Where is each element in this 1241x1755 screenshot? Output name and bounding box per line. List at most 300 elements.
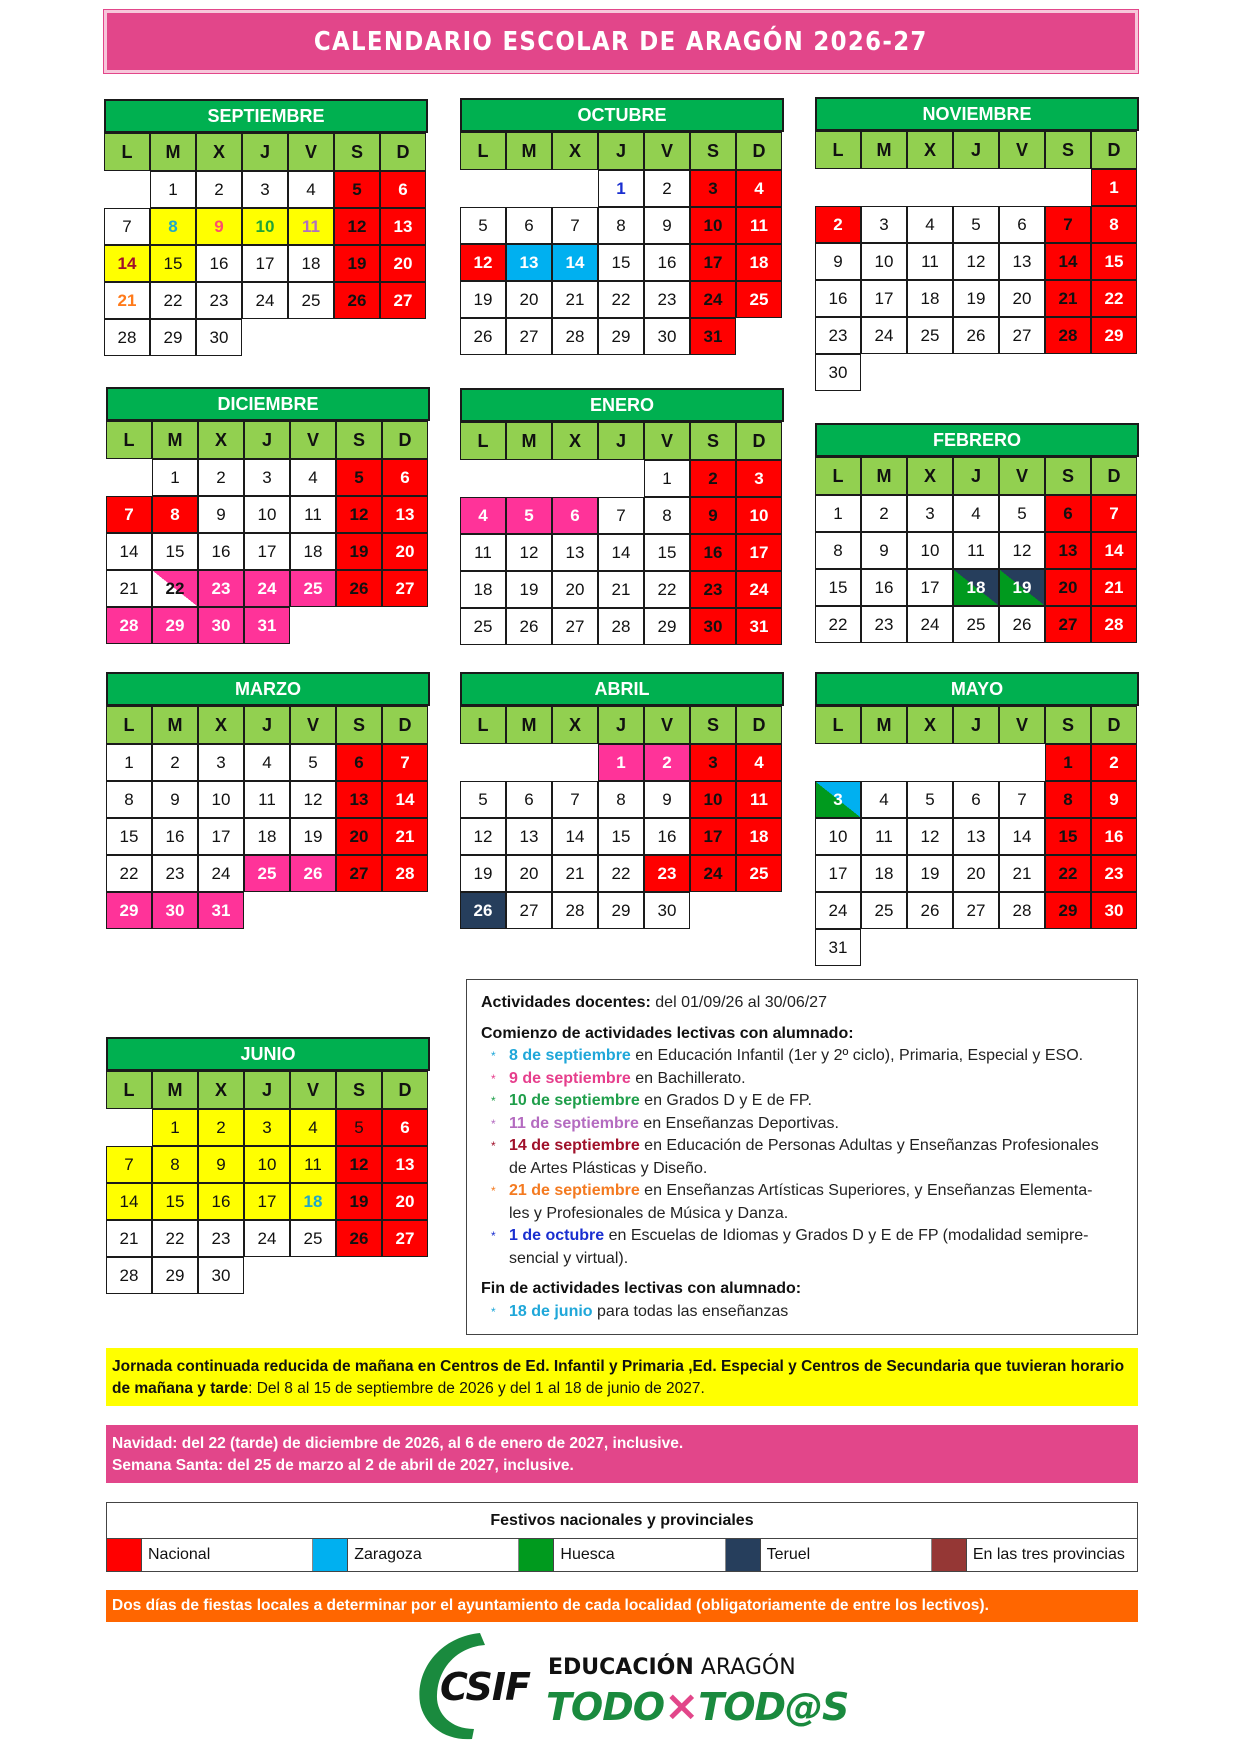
day-cell: 27 — [953, 892, 999, 929]
day-cell: 17 — [815, 855, 861, 892]
weekday-header: L — [460, 706, 506, 744]
day-cell: 5 — [336, 1109, 382, 1146]
day-cell: 30 — [152, 892, 198, 929]
day-cell: 10 — [815, 818, 861, 855]
day-cell: 14 — [598, 534, 644, 571]
month-junio — [106, 1037, 430, 1294]
day-cell: 13 — [552, 534, 598, 571]
day-cell: 5 — [506, 497, 552, 534]
month-enero — [460, 388, 784, 645]
day-cell: 6 — [382, 1109, 428, 1146]
day-cell: 20 — [380, 245, 426, 282]
empty-cell — [506, 744, 552, 781]
day-cell: 24 — [815, 892, 861, 929]
day-cell: 16 — [644, 244, 690, 281]
day-cell: 24 — [736, 571, 782, 608]
day-cell: 1 — [1091, 169, 1137, 206]
weekday-header: S — [1045, 457, 1091, 495]
day-cell: 22 — [598, 281, 644, 318]
day-cell: 18 — [953, 569, 999, 606]
day-cell: 3 — [861, 206, 907, 243]
day-cell: 19 — [460, 855, 506, 892]
day-cell: 25 — [736, 855, 782, 892]
day-cell: 16 — [861, 569, 907, 606]
day-cell: 5 — [999, 495, 1045, 532]
day-cell: 15 — [815, 569, 861, 606]
day-cell: 4 — [244, 744, 290, 781]
day-cell: 21 — [104, 282, 150, 319]
month-diciembre — [106, 387, 430, 644]
empty-cell — [815, 744, 861, 781]
start-description: en Escuelas de Idiomas y Grados D y E de FP (modalidad semipre- — [604, 1227, 1089, 1244]
day-cell: 7 — [1045, 206, 1091, 243]
day-cell: 10 — [907, 532, 953, 569]
day-cell: 27 — [382, 1220, 428, 1257]
day-cell: 24 — [690, 281, 736, 318]
month-grid — [815, 131, 1139, 391]
weekday-header: L — [104, 133, 150, 171]
day-cell: 18 — [290, 533, 336, 570]
weekday-header: X — [907, 457, 953, 495]
day-cell: 25 — [907, 317, 953, 354]
day-cell: 6 — [953, 781, 999, 818]
weekday-header: V — [999, 131, 1045, 169]
fiestas-locales-note: Dos días de fiestas locales a determinar por el ayuntamiento de cada localidad (obligatoriamente de entre los lectivos). — [106, 1590, 1138, 1622]
weekday-header: S — [1045, 706, 1091, 744]
legend-label: Teruel — [766, 1546, 811, 1563]
day-cell: 20 — [953, 855, 999, 892]
day-cell: 13 — [953, 818, 999, 855]
vacaciones-note — [106, 1425, 1138, 1483]
day-cell: 28 — [552, 318, 598, 355]
empty-cell — [552, 460, 598, 497]
weekday-header: M — [506, 132, 552, 170]
day-cell: 15 — [152, 1183, 198, 1220]
month-grid — [815, 706, 1139, 966]
weekday-header: M — [506, 422, 552, 460]
day-cell: 29 — [152, 607, 198, 644]
day-cell: 15 — [150, 245, 196, 282]
day-cell: 9 — [644, 207, 690, 244]
day-cell: 30 — [198, 607, 244, 644]
color-swatch-icon — [932, 1539, 967, 1571]
day-cell: 7 — [382, 744, 428, 781]
empty-cell — [506, 460, 552, 497]
day-cell: 30 — [690, 608, 736, 645]
day-cell: 13 — [382, 1146, 428, 1183]
month-title: ENERO — [460, 388, 784, 422]
month-grid — [815, 457, 1139, 643]
day-cell: 29 — [152, 1257, 198, 1294]
day-cell: 24 — [244, 570, 290, 607]
color-swatch-icon — [519, 1539, 554, 1571]
empty-cell — [460, 460, 506, 497]
day-cell: 18 — [288, 245, 334, 282]
info-list-item — [481, 1068, 1123, 1091]
day-cell: 1 — [644, 460, 690, 497]
info-list-item — [481, 1301, 1123, 1324]
day-cell: 1 — [815, 495, 861, 532]
bullet-icon: * — [491, 1116, 496, 1131]
start-description: en Educación de Personas Adultas y Enseñanzas Profesionales — [639, 1137, 1099, 1154]
day-cell: 22 — [815, 606, 861, 643]
day-cell: 22 — [150, 282, 196, 319]
day-cell: 20 — [382, 533, 428, 570]
day-cell: 26 — [506, 608, 552, 645]
day-cell: 29 — [1045, 892, 1091, 929]
day-cell: 10 — [244, 496, 290, 533]
month-septiembre — [104, 99, 428, 356]
day-cell: 22 — [152, 570, 198, 607]
start-description: en Educación Infantil (1er y 2º ciclo), Primaria, Especial y ESO. — [630, 1047, 1084, 1064]
day-cell: 16 — [690, 534, 736, 571]
day-cell: 13 — [506, 818, 552, 855]
start-date: 1 de octubre — [509, 1227, 605, 1244]
weekday-header: M — [150, 133, 196, 171]
day-cell: 12 — [999, 532, 1045, 569]
day-cell: 5 — [460, 781, 506, 818]
weekday-header: L — [106, 1071, 152, 1109]
weekday-header: M — [861, 131, 907, 169]
day-cell: 31 — [198, 892, 244, 929]
page-title: CALENDARIO ESCOLAR DE ARAGÓN 2026-27 — [314, 26, 928, 57]
empty-cell — [907, 169, 953, 206]
day-cell: 9 — [198, 496, 244, 533]
month-grid — [104, 133, 428, 356]
day-cell: 11 — [861, 818, 907, 855]
month-grid — [460, 132, 784, 355]
day-cell: 15 — [598, 818, 644, 855]
weekday-header: X — [198, 706, 244, 744]
day-cell: 15 — [1045, 818, 1091, 855]
day-cell: 17 — [244, 533, 290, 570]
day-cell: 6 — [999, 206, 1045, 243]
weekday-header: D — [382, 421, 428, 459]
day-cell: 27 — [506, 892, 552, 929]
day-cell: 15 — [598, 244, 644, 281]
day-cell: 4 — [953, 495, 999, 532]
month-title: ABRIL — [460, 672, 784, 706]
day-cell: 31 — [690, 318, 736, 355]
day-cell: 17 — [690, 244, 736, 281]
day-cell: 12 — [460, 244, 506, 281]
day-cell: 19 — [999, 569, 1045, 606]
day-cell: 23 — [690, 571, 736, 608]
color-swatch-icon — [107, 1539, 142, 1571]
day-cell: 11 — [244, 781, 290, 818]
day-cell: 7 — [104, 208, 150, 245]
day-cell: 30 — [644, 892, 690, 929]
day-cell: 27 — [506, 318, 552, 355]
day-cell: 19 — [953, 280, 999, 317]
csif-brand: CSIF — [440, 1665, 530, 1709]
legend-label: En las tres provincias — [972, 1546, 1125, 1563]
weekday-header: D — [736, 422, 782, 460]
day-cell: 6 — [552, 497, 598, 534]
weekday-header: D — [736, 706, 782, 744]
day-cell: 8 — [150, 208, 196, 245]
month-grid — [460, 422, 784, 645]
educacion-aragon — [548, 1655, 796, 1680]
day-cell: 6 — [382, 459, 428, 496]
day-cell: 2 — [1091, 744, 1137, 781]
day-cell: 3 — [690, 744, 736, 781]
day-cell: 14 — [106, 1183, 152, 1220]
day-cell: 2 — [815, 206, 861, 243]
day-cell: 18 — [736, 244, 782, 281]
info-list-continuation: sencial y virtual). — [509, 1249, 629, 1267]
day-cell: 28 — [104, 319, 150, 356]
start-date: 9 de septiembre — [509, 1069, 631, 1087]
month-title: MAYO — [815, 672, 1139, 706]
day-cell: 7 — [106, 1146, 152, 1183]
day-cell: 17 — [907, 569, 953, 606]
start-description: en Grados D y E de FP. — [639, 1092, 812, 1109]
day-cell: 29 — [598, 318, 644, 355]
day-cell: 4 — [861, 781, 907, 818]
day-cell: 2 — [198, 1109, 244, 1146]
day-cell: 24 — [242, 282, 288, 319]
day-cell: 23 — [861, 606, 907, 643]
day-cell: 10 — [690, 207, 736, 244]
day-cell: 3 — [198, 744, 244, 781]
empty-cell — [552, 744, 598, 781]
weekday-header: V — [290, 421, 336, 459]
bullet-icon: * — [491, 1184, 496, 1198]
day-cell: 12 — [336, 496, 382, 533]
day-cell: 21 — [106, 570, 152, 607]
day-cell: 6 — [506, 207, 552, 244]
month-abril — [460, 672, 784, 929]
day-cell: 7 — [106, 496, 152, 533]
day-cell: 30 — [196, 319, 242, 356]
bullet-icon: * — [491, 1071, 496, 1086]
day-cell: 9 — [815, 243, 861, 280]
day-cell: 21 — [1091, 569, 1137, 606]
day-cell: 29 — [644, 608, 690, 645]
weekday-header: M — [861, 706, 907, 744]
day-cell: 24 — [198, 855, 244, 892]
weekday-header: J — [598, 132, 644, 170]
day-cell: 27 — [999, 317, 1045, 354]
legend-item — [107, 1539, 313, 1571]
day-cell: 18 — [290, 1183, 336, 1220]
weekday-header: M — [152, 706, 198, 744]
day-cell: 29 — [598, 892, 644, 929]
day-cell: 15 — [1091, 243, 1137, 280]
fin-label: Fin de actividades lectivas con alumnado: — [481, 1280, 802, 1297]
day-cell: 25 — [460, 608, 506, 645]
day-cell: 20 — [336, 818, 382, 855]
day-cell: 8 — [152, 1146, 198, 1183]
day-cell: 3 — [244, 1109, 290, 1146]
day-cell: 9 — [1091, 781, 1137, 818]
day-cell: 4 — [736, 170, 782, 207]
weekday-header: M — [152, 421, 198, 459]
day-cell: 28 — [1045, 317, 1091, 354]
day-cell: 8 — [644, 497, 690, 534]
weekday-header: S — [1045, 131, 1091, 169]
day-cell: 11 — [290, 496, 336, 533]
day-cell: 30 — [198, 1257, 244, 1294]
day-cell: 7 — [552, 207, 598, 244]
empty-cell — [1045, 169, 1091, 206]
day-cell: 19 — [907, 855, 953, 892]
day-cell: 26 — [336, 1220, 382, 1257]
day-cell: 14 — [552, 244, 598, 281]
start-date: 8 de septiembre — [509, 1047, 631, 1064]
day-cell: 23 — [198, 1220, 244, 1257]
day-cell: 31 — [244, 607, 290, 644]
day-cell: 5 — [953, 206, 999, 243]
day-cell: 20 — [552, 571, 598, 608]
day-cell: 10 — [244, 1146, 290, 1183]
day-cell: 12 — [907, 818, 953, 855]
weekday-header: S — [690, 422, 736, 460]
start-description: en Enseñanzas Deportivas. — [638, 1114, 839, 1132]
day-cell: 14 — [382, 781, 428, 818]
day-cell: 4 — [736, 744, 782, 781]
day-cell: 30 — [815, 354, 861, 391]
bullet-icon: * — [491, 1229, 496, 1243]
day-cell: 8 — [152, 496, 198, 533]
day-cell: 28 — [598, 608, 644, 645]
month-title: JUNIO — [106, 1037, 430, 1071]
weekday-header: D — [1091, 457, 1137, 495]
docentes-value: del 01/09/26 al 30/06/27 — [650, 994, 827, 1011]
day-cell: 16 — [152, 818, 198, 855]
day-cell: 3 — [736, 460, 782, 497]
day-cell: 25 — [244, 855, 290, 892]
day-cell: 8 — [106, 781, 152, 818]
day-cell: 5 — [334, 171, 380, 208]
day-cell: 11 — [736, 781, 782, 818]
month-grid — [106, 1071, 430, 1294]
color-swatch-icon — [313, 1539, 348, 1571]
month-grid — [460, 706, 784, 929]
day-cell: 11 — [288, 208, 334, 245]
start-date: 21 de septiembre — [509, 1182, 640, 1199]
day-cell: 18 — [460, 571, 506, 608]
weekday-header: X — [198, 1071, 244, 1109]
day-cell: 11 — [907, 243, 953, 280]
weekday-header: D — [736, 132, 782, 170]
jornada-normal: : Del 8 al 15 de septiembre de 2026 y del 1 al 18 de junio de 2027. — [248, 1380, 705, 1397]
weekday-header: J — [244, 706, 290, 744]
weekday-header: J — [953, 457, 999, 495]
day-cell: 8 — [1045, 781, 1091, 818]
day-cell: 23 — [152, 855, 198, 892]
todo-x-todos — [546, 1681, 848, 1730]
empty-cell — [861, 744, 907, 781]
fin-heading — [481, 1278, 1123, 1301]
day-cell: 19 — [334, 245, 380, 282]
day-cell: 21 — [999, 855, 1045, 892]
title-bar — [104, 10, 1138, 73]
day-cell: 28 — [999, 892, 1045, 929]
weekday-header: S — [336, 706, 382, 744]
day-cell: 17 — [861, 280, 907, 317]
day-cell: 1 — [1045, 744, 1091, 781]
legend-label: Nacional — [148, 1546, 211, 1563]
start-description: para todas las enseñanzas — [592, 1302, 789, 1320]
weekday-header: S — [690, 706, 736, 744]
day-cell: 6 — [336, 744, 382, 781]
weekday-header: S — [336, 421, 382, 459]
month-grid — [106, 706, 430, 929]
day-cell: 15 — [106, 818, 152, 855]
weekday-header: V — [999, 706, 1045, 744]
day-cell: 12 — [506, 534, 552, 571]
weekday-header: L — [106, 706, 152, 744]
day-cell: 23 — [198, 570, 244, 607]
day-cell: 18 — [907, 280, 953, 317]
weekday-header: L — [815, 706, 861, 744]
day-cell: 7 — [598, 497, 644, 534]
legend-item — [726, 1539, 932, 1571]
bullet-icon: * — [491, 1304, 496, 1319]
day-cell: 2 — [690, 460, 736, 497]
day-cell: 21 — [552, 281, 598, 318]
day-cell: 10 — [242, 208, 288, 245]
month-grid — [106, 421, 430, 644]
day-cell: 8 — [1091, 206, 1137, 243]
month-mayo — [815, 672, 1139, 966]
weekday-header: J — [953, 706, 999, 744]
weekday-header: D — [380, 133, 426, 171]
day-cell: 6 — [506, 781, 552, 818]
weekday-header: V — [288, 133, 334, 171]
day-cell: 23 — [644, 281, 690, 318]
day-cell: 21 — [1045, 280, 1091, 317]
empty-cell — [106, 459, 152, 496]
day-cell: 29 — [150, 319, 196, 356]
month-title: NOVIEMBRE — [815, 97, 1139, 131]
day-cell: 23 — [1091, 855, 1137, 892]
day-cell: 27 — [1045, 606, 1091, 643]
day-cell: 30 — [1091, 892, 1137, 929]
day-cell: 13 — [380, 208, 426, 245]
day-cell: 12 — [460, 818, 506, 855]
day-cell: 5 — [336, 459, 382, 496]
day-cell: 6 — [380, 171, 426, 208]
day-cell: 21 — [552, 855, 598, 892]
day-cell: 15 — [644, 534, 690, 571]
weekday-header: L — [815, 457, 861, 495]
weekday-header: V — [290, 1071, 336, 1109]
info-list-item — [481, 1045, 1123, 1068]
empty-cell — [598, 460, 644, 497]
day-cell: 7 — [1091, 495, 1137, 532]
day-cell: 2 — [152, 744, 198, 781]
jornada-bold: Jornada continuada reducida de mañana en Centros de Ed. Infantil y Primaria ,Ed. Especial y Centros de Secundaria que tuvieran horario de mañana y tarde — [112, 1358, 1125, 1397]
day-cell: 12 — [336, 1146, 382, 1183]
day-cell: 28 — [382, 855, 428, 892]
day-cell: 3 — [815, 781, 861, 818]
day-cell: 26 — [460, 318, 506, 355]
day-cell: 4 — [907, 206, 953, 243]
legend-item — [932, 1539, 1137, 1571]
info-list-item — [481, 1135, 1123, 1158]
day-cell: 28 — [552, 892, 598, 929]
day-cell: 11 — [290, 1146, 336, 1183]
day-cell: 15 — [152, 533, 198, 570]
day-cell: 16 — [196, 245, 242, 282]
day-cell: 17 — [198, 818, 244, 855]
day-cell: 10 — [736, 497, 782, 534]
empty-cell — [460, 170, 506, 207]
day-cell: 12 — [290, 781, 336, 818]
